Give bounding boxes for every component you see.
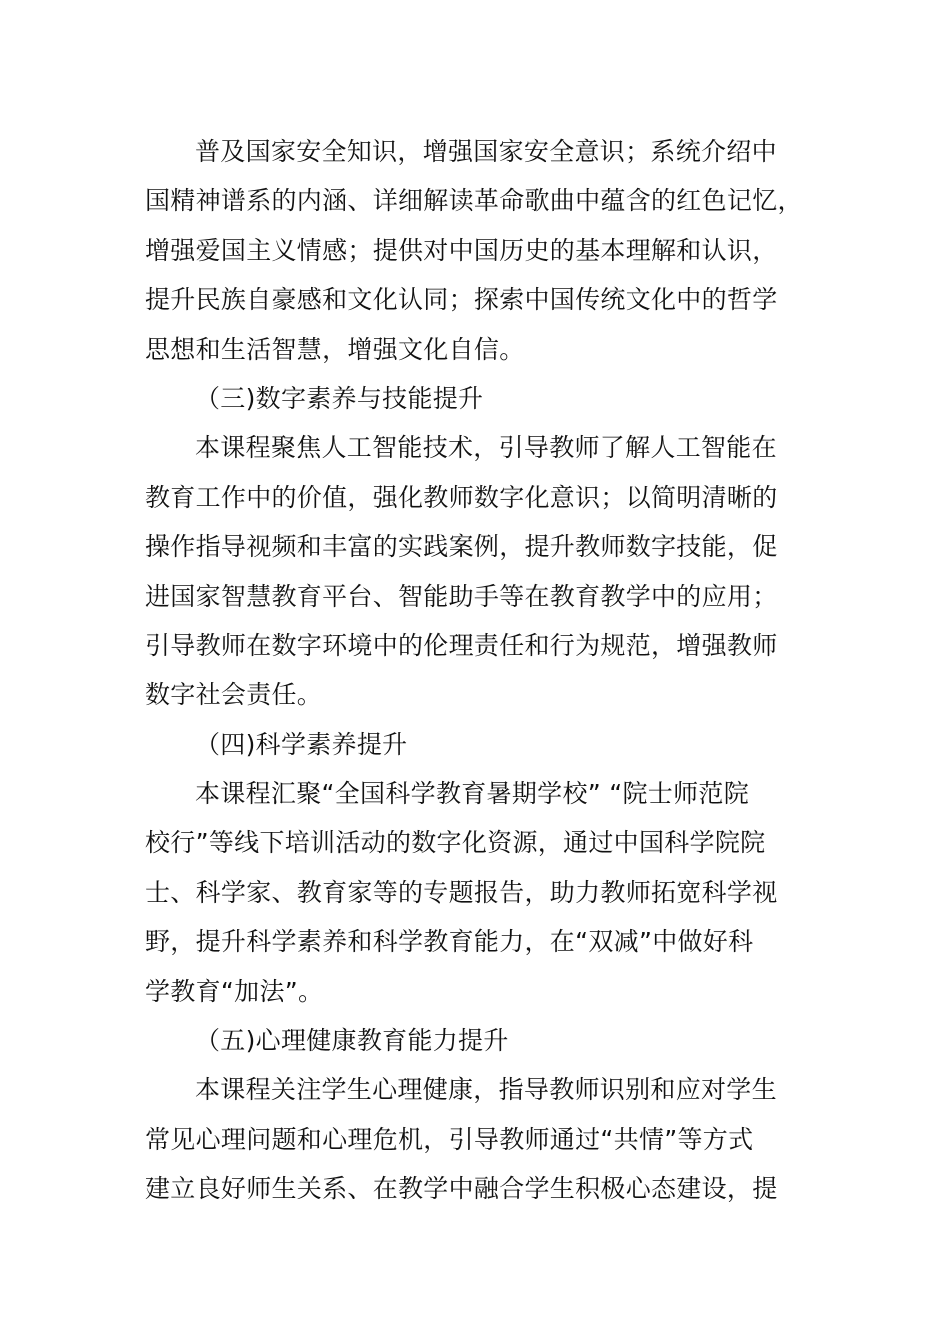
paragraph-line: 引导教师在数字环境中的伦理责任和行为规范，增强教师 <box>145 630 778 660</box>
paragraph-line: 提升民族自豪感和文化认同；探索中国传统文化中的哲学 <box>145 285 778 315</box>
paragraph-line: 校行”等线下培训活动的数字化资源，通过中国科学院院 <box>145 828 766 858</box>
paragraph-line: 士、科学家、教育家等的专题报告，助力教师拓宽科学视 <box>145 877 778 907</box>
paragraph-line: 思想和生活智慧，增强文化自信。 <box>145 334 525 364</box>
paragraph-line: 操作指导视频和丰富的实践案例，提升教师数字技能，促 <box>145 532 778 562</box>
paragraph-line: 本课程关注学生心理健康，指导教师识别和应对学生 <box>195 1075 777 1105</box>
paragraph-line: 进国家智慧教育平台、智能助手等在教育教学中的应用； <box>145 581 778 611</box>
paragraph-line: 教育工作中的价值，强化教师数字化意识；以简明清晰的 <box>145 482 778 512</box>
paragraph-line: 学教育“加法”。 <box>145 976 324 1006</box>
section-heading-5: （五)心理健康教育能力提升 <box>195 1026 509 1056</box>
paragraph-line: 野，提升科学素养和科学教育能力，在“双减”中做好科 <box>145 927 754 957</box>
paragraph-line: 增强爱国主义情感；提供对中国历史的基本理解和认识， <box>145 235 778 265</box>
section-heading-4: （四)科学素养提升 <box>195 729 408 759</box>
paragraph-line: 国精神谱系的内涵、详细解读革命歌曲中蕴含的红色记忆， <box>145 186 803 216</box>
paragraph-line: 普及国家安全知识，增强国家安全意识；系统介绍中 <box>195 137 777 166</box>
paragraph-line: 常见心理问题和心理危机，引导教师通过“共情”等方式 <box>145 1124 754 1154</box>
paragraph-line: 本课程汇聚“全国科学教育暑期学校” “院士师范院 <box>195 779 750 809</box>
section-heading-3: （三)数字素养与技能提升 <box>195 383 484 413</box>
paragraph-line: 本课程聚焦人工智能技术，引导教师了解人工智能在 <box>195 433 777 463</box>
paragraph-line: 数字社会责任。 <box>145 680 323 710</box>
paragraph-line: 建立良好师生关系、在教学中融合学生积极心态建设，提 <box>145 1174 778 1204</box>
document-body <box>145 127 815 1214</box>
